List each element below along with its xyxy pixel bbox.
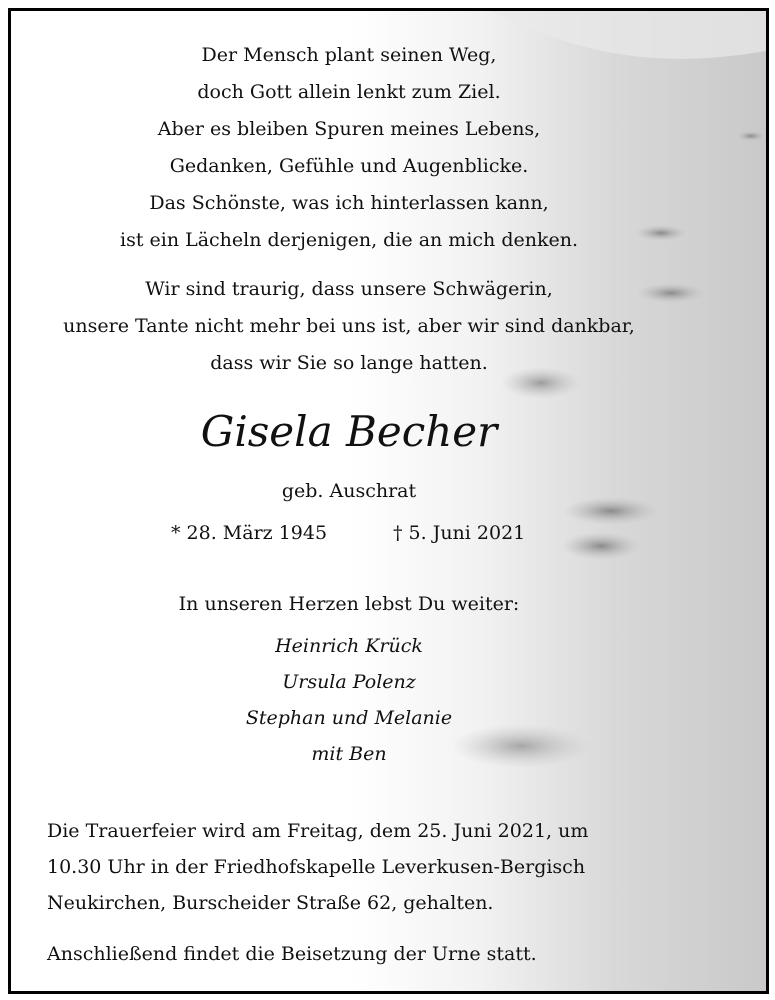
mourner-name: Stephan und Melanie <box>245 707 453 729</box>
statement-line: Wir sind traurig, dass unsere Schwägerin, <box>145 278 553 300</box>
poem-line: ist ein Lächeln derjenigen, die an mich denken. <box>120 229 578 251</box>
poem-line: doch Gott allein lenkt zum Ziel. <box>197 81 501 103</box>
statement-line: unsere Tante nicht mehr bei uns ist, aber wir sind dankbar, <box>63 315 635 337</box>
burial-note: Anschließend findet die Beisetzung der Urne statt. <box>47 943 537 965</box>
mourner-name: Ursula Polenz <box>282 671 416 693</box>
poem-line: Aber es bleiben Spuren meines Lebens, <box>157 118 541 140</box>
funeral-line: Die Trauerfeier wird am Freitag, dem 25. Juni 2021, um <box>47 820 589 842</box>
deceased-name: Gisela Becher <box>200 407 498 456</box>
mourner-name: mit Ben <box>311 743 387 765</box>
poem-line: Gedanken, Gefühle und Augenblicke. <box>169 155 529 177</box>
poem-line: Der Mensch plant seinen Weg, <box>201 44 497 66</box>
statement-line: dass wir Sie so lange hatten. <box>210 352 488 374</box>
mourner-name: Heinrich Krück <box>275 635 423 657</box>
poem-line: Das Schönste, was ich hinterlassen kann, <box>149 192 549 214</box>
funeral-line: 10.30 Uhr in der Friedhofskapelle Leverkusen-Bergisch <box>47 856 586 878</box>
birth-date: * 28. März 1945 <box>171 522 328 544</box>
obituary-content <box>11 11 766 991</box>
obituary-frame <box>8 8 769 994</box>
maiden-name: geb. Auschrat <box>281 480 417 502</box>
mourners-intro: In unseren Herzen lebst Du weiter: <box>178 593 520 615</box>
death-date: † 5. Juni 2021 <box>393 522 526 544</box>
funeral-line: Neukirchen, Burscheider Straße 62, gehalten. <box>47 892 494 914</box>
